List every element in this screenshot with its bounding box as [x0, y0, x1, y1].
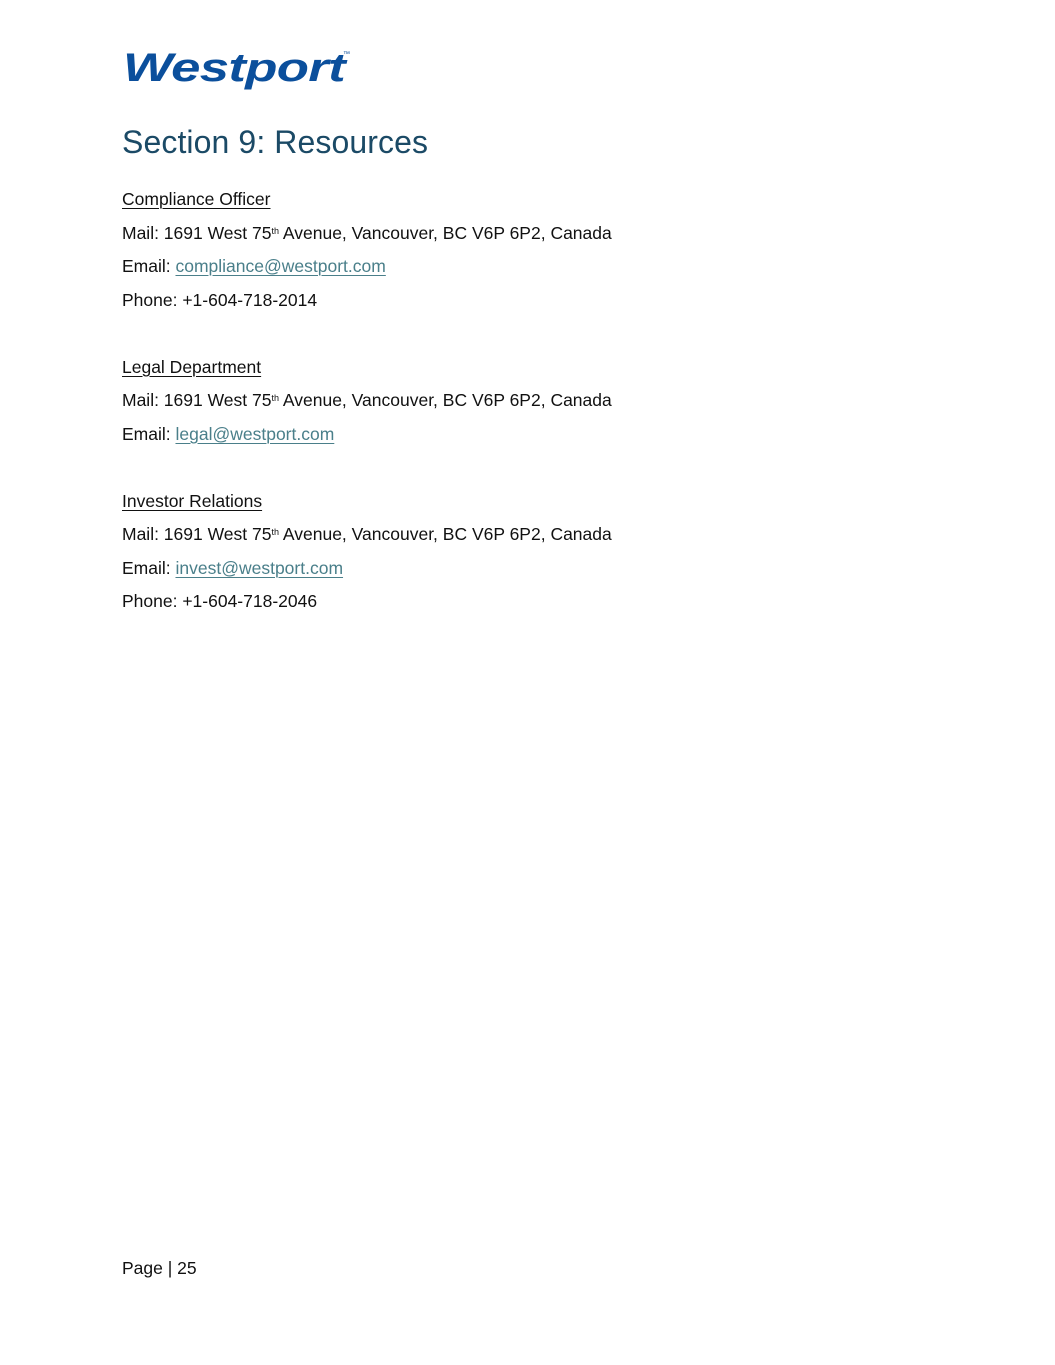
svg-text:™: ™: [343, 51, 350, 58]
heading-legal-department: Legal Department: [122, 356, 262, 377]
page-number: Page | 25: [122, 1258, 197, 1278]
phone-number: Phone: +1-604-718-2046: [122, 591, 318, 611]
phone-number: Phone: +1-604-718-2014: [122, 289, 318, 310]
legal-email-link[interactable]: legal@westport.com: [175, 423, 335, 444]
email-line: [122, 254, 922, 288]
mail-address-suffix: Avenue, Vancouver, BC V6P 6P2, Canada: [279, 390, 612, 410]
mail-line: [122, 388, 922, 422]
contacts-list: [122, 187, 922, 623]
mail-line: [122, 522, 922, 556]
ordinal-suffix: th: [271, 225, 279, 236]
invest-email-link[interactable]: invest@westport.com: [175, 557, 344, 578]
mail-line: [122, 221, 922, 255]
email-line: [122, 556, 922, 590]
email-label: Email:: [122, 557, 176, 578]
svg-text:Westport: Westport: [123, 46, 348, 90]
mail-address-prefix: Mail: 1691 West 75: [122, 390, 272, 410]
heading-compliance-officer: Compliance Officer: [122, 189, 271, 209]
heading-investor-relations: Investor Relations: [122, 490, 263, 511]
westport-logo-graphic: [122, 44, 354, 92]
spacer: [122, 321, 922, 355]
ordinal-suffix: th: [271, 527, 279, 537]
compliance-email-link[interactable]: compliance@westport.com: [175, 256, 386, 276]
phone-line: [122, 288, 922, 322]
spacer: [122, 455, 922, 489]
phone-line: [122, 589, 922, 623]
mail-address-suffix: Avenue, Vancouver, BC V6P 6P2, Canada: [279, 222, 612, 243]
page-title: Section 9: Resources: [122, 124, 429, 160]
mail-address-suffix: Avenue, Vancouver, BC V6P 6P2, Canada: [279, 524, 612, 544]
contact-heading: [122, 187, 922, 221]
mail-address-prefix: Mail: 1691 West 75: [122, 222, 272, 243]
contact-heading: [122, 355, 922, 389]
ordinal-suffix: th: [271, 393, 279, 403]
contact-heading: [122, 489, 922, 523]
westport-logo: [122, 44, 354, 92]
email-label: Email:: [122, 423, 176, 444]
email-label: Email:: [122, 256, 176, 276]
mail-address-prefix: Mail: 1691 West 75: [122, 524, 272, 544]
email-line: [122, 422, 922, 456]
